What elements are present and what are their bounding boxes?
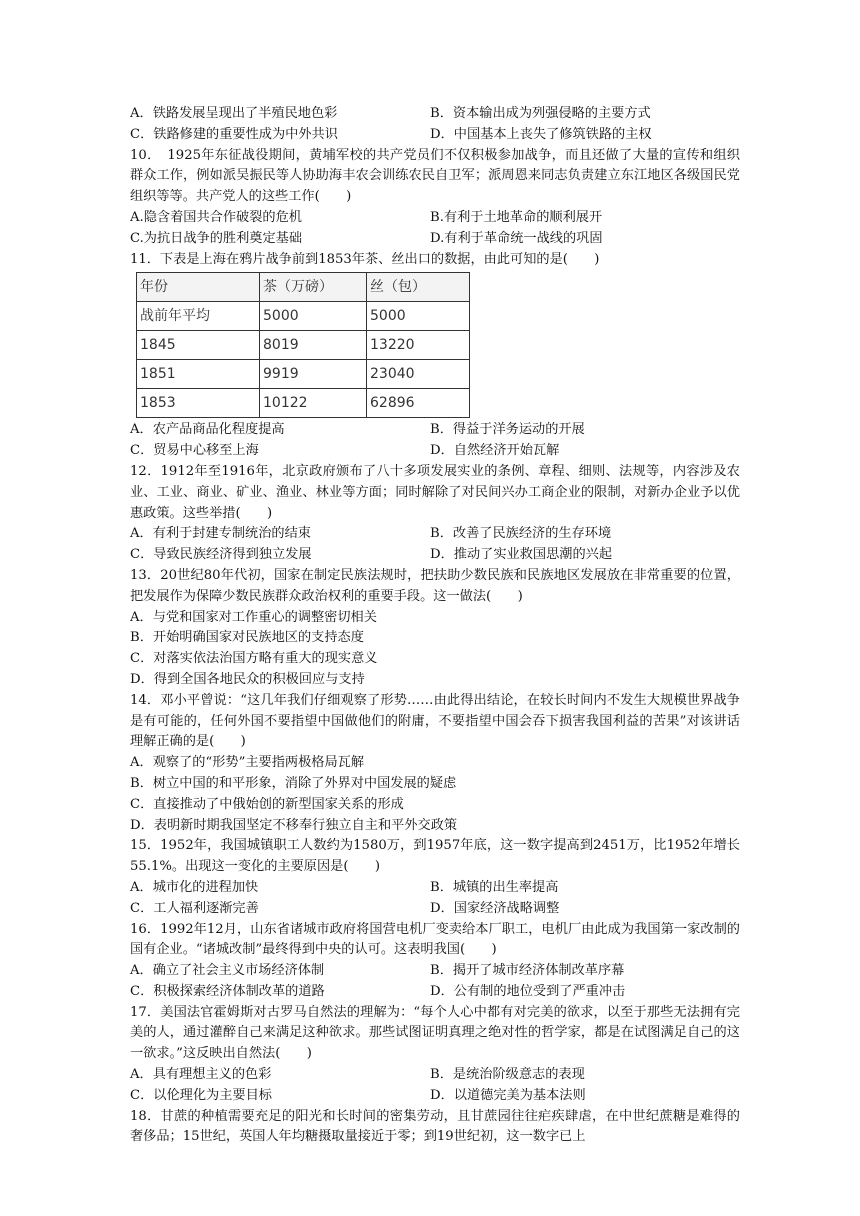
q13-option-a: A．与党和国家对工作重心的调整密切相关	[130, 609, 377, 625]
q14-option-d: D．表明新时期我国坚定不移奉行独立自主和平外交政策	[130, 817, 458, 833]
q12-option-d: D．推动了实业救国思潮的兴起	[430, 547, 613, 563]
q12-option-row	[130, 524, 740, 545]
q11-option-a: A．农产品商品化程度提高	[130, 422, 285, 438]
q17-option-a: A．具有理想主义的色彩	[130, 1067, 272, 1083]
exam-page	[130, 104, 740, 1148]
q11-option-row	[130, 441, 740, 462]
q17-option-c: C．以伦理化为主要目标	[130, 1087, 272, 1103]
q18-stem: 18．甘蔗的种植需要充足的阳光和长时间的密集劳动，且甘蔗园往往疟疾肆虐，在中世纪蔗糖是难得的奢侈品；15世纪，英国人年均糖摄取量接近于零；到19世纪初，这一数字已上	[130, 1108, 740, 1145]
q9-option-row	[130, 104, 740, 125]
q9-option-c: C．铁路修建的重要性成为中外共识	[130, 126, 338, 142]
q16-option-a: A．确立了社会主义市场经济体制	[130, 963, 325, 979]
q17-option-row	[130, 1086, 740, 1107]
q15-stem: 15．1952年，我国城镇职工人数约为1580万，到1957年底，这一数字提高到2451万，比1952年增长55.1%。出现这一变化的主要原因是( )	[130, 838, 740, 875]
table-cell: 9919	[260, 360, 367, 389]
q12-option-a: A．有利于封建专制统治的结束	[130, 526, 311, 542]
q13-option-c: C．对落实依法治国方略有重大的现实意义	[130, 651, 378, 667]
q9-option-d: D．中国基本上丧失了修筑铁路的主权	[430, 126, 652, 142]
q13-stem: 13．20世纪80年代初，国家在制定民族法规时，把扶助少数民族和民族地区发展放在非常重要的位置，把发展作为保障少数民族群众政治权利的重要手段。这一做法( )	[130, 567, 740, 604]
q10-stem: 10． 1925年东征战役期间，黄埔军校的共产党员们不仅积极参加战争，而且还做了大量的宣传和组织群众工作，例如派吴振民等人协助海丰农会训练农民自卫军；派周恩来同志负责建立东江地区各级国民党组织等等。共产党人的这些工作( )	[130, 147, 740, 205]
q16-stem: 16．1992年12月，山东省诸城市政府将国营电机厂变卖给本厂职工，电机厂由此成为我国第一家改制的国有企业。“诸城改制”最终得到中央的认可。这表明我国( )	[130, 921, 740, 958]
table-header: 丝（包）	[367, 273, 470, 302]
q15-option-row	[130, 878, 740, 899]
table-cell: 1845	[137, 331, 260, 360]
q15-option-c: C．工人福利逐渐完善	[130, 900, 259, 916]
table-cell: 1851	[137, 360, 260, 389]
q10-option-c: C.为抗日战争的胜利奠定基础	[130, 230, 303, 246]
table-cell: 23040	[367, 360, 470, 389]
q15-option-d: D．国家经济战略调整	[430, 900, 560, 916]
q17-stem: 17．美国法官霍姆斯对古罗马自然法的理解为：“每个人心中都有对完美的欲求，以至于那些无法拥有完美的人，通过灌醉自己来满足这种欲求。那些试图证明真理之绝对性的哲学家，都是在试图满足自己的这一欲求。”这反映出自然法( )	[130, 1004, 740, 1062]
table-header-row	[137, 273, 470, 302]
q9-option-b: B．资本输出成为列强侵略的主要方式	[430, 106, 651, 121]
q12-option-b: B．改善了民族经济的生存环境	[430, 526, 612, 542]
q16-option-d: D．公有制的地位受到了严重冲击	[430, 983, 626, 999]
q11-option-d: D．自然经济开始瓦解	[430, 443, 560, 459]
q15-option-b: B．城镇的出生率提高	[430, 879, 559, 895]
q15-option-a: A．城市化的进程加快	[130, 879, 259, 895]
q17-option-d: D．以道德完美为基本法则	[430, 1087, 586, 1103]
q10-option-row	[130, 229, 740, 250]
q10-option-d: D.有利于革命统一战线的巩固	[430, 230, 603, 246]
q10-option-a: A.隐含着国共合作破裂的危机	[130, 209, 302, 225]
q14-option-b: B．树立中国的和平形象，消除了外界对中国发展的疑虑	[130, 775, 457, 791]
q9-option-row	[130, 125, 740, 146]
table-cell: 5000	[367, 302, 470, 331]
table-cell: 1853	[137, 389, 260, 418]
q11-option-row	[130, 420, 740, 441]
table-row	[137, 302, 470, 331]
table-cell: 13220	[367, 331, 470, 360]
q14-option-a: A．观察了的“形势”主要指两极格局瓦解	[130, 755, 365, 771]
q12-option-c: C．导致民族经济得到独立发展	[130, 547, 312, 563]
table-cell: 战前年平均	[137, 302, 260, 331]
q13-option-b: B．开始明确国家对民族地区的支持态度	[130, 630, 364, 646]
q16-option-c: C．积极探索经济体制改革的道路	[130, 983, 325, 999]
table-row	[137, 360, 470, 389]
q10-option-row	[130, 208, 740, 229]
q11-stem: 11．下表是上海在鸦片战争前到1853年茶、丝出口的数据，由此可知的是( )	[130, 251, 600, 267]
table-cell: 62896	[367, 389, 470, 418]
q9-option-a: A．铁路发展呈现出了半殖民地色彩	[130, 106, 338, 121]
q14-stem: 14．邓小平曾说：“这几年我们仔细观察了形势……由此得出结论，在较长时间内不发生大规模世界战争是有可能的，任何外国不要指望中国做他们的附庸，不要指望中国会吞下损害我国利益的苦果”对该讲话理解正确的是( )	[130, 692, 740, 750]
q11-option-b: B．得益于洋务运动的开展	[430, 422, 585, 438]
q12-stem: 12．1912年至1916年，北京政府颁布了八十多项发展实业的条例、章程、细则、法规等，内容涉及农业、工业、商业、矿业、渔业、林业等方面；同时解除了对民间兴办工商企业的限制，对新办企业予以优惠政策。这些举措( )	[130, 463, 740, 521]
table-cell: 8019	[260, 331, 367, 360]
q16-option-row	[130, 961, 740, 982]
q10-option-b: B.有利于土地革命的顺利展开	[430, 209, 603, 225]
q17-option-row	[130, 1065, 740, 1086]
q15-option-row	[130, 899, 740, 920]
q14-option-c: C．直接推动了中俄始创的新型国家关系的形成	[130, 796, 404, 812]
table-row	[137, 389, 470, 418]
q11-data-table	[136, 272, 470, 418]
table-row	[137, 331, 470, 360]
table-header: 茶（万磅）	[260, 273, 367, 302]
table-cell: 10122	[260, 389, 367, 418]
table-cell: 5000	[260, 302, 367, 331]
table-header: 年份	[137, 273, 260, 302]
q11-option-c: C．贸易中心移至上海	[130, 443, 259, 459]
q13-option-d: D．得到全国各地民众的积极回应与支持	[130, 671, 365, 687]
q12-option-row	[130, 545, 740, 566]
q17-option-b: B．是统治阶级意志的表现	[430, 1067, 585, 1083]
q16-option-b: B．揭开了城市经济体制改革序幕	[430, 963, 625, 979]
q16-option-row	[130, 982, 740, 1003]
